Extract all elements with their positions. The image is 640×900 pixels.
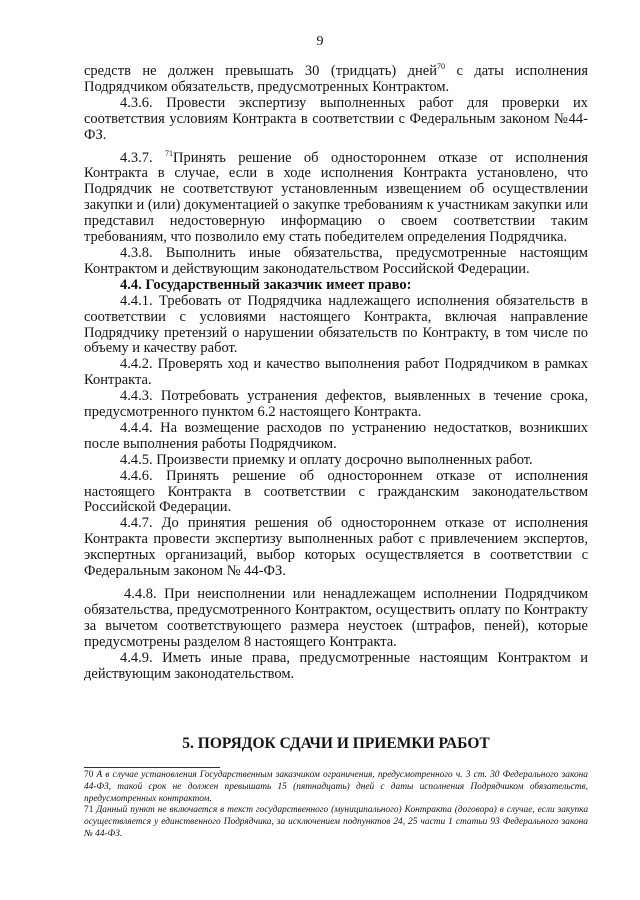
paragraph-4-4-9: 4.4.9. Иметь иные права, предусмотренные настоящим Контрактом и действующим законодательством. bbox=[84, 649, 588, 682]
footnote-number: 71 bbox=[84, 805, 94, 816]
paragraph-4-4-3: 4.4.3. Потребовать устранения дефектов, выявленных в течение срока, предусмотренного пунктом 6.2 настоящего Контракта. bbox=[84, 388, 588, 421]
paragraph-4-4-8: 4.4.8. При неисполнении или ненадлежащем исполнении Подрядчиком обязательства, предусмотренного Контрактом, осуществить оплату по Контракту за вычетом соответствующего размера неустоек (штрафов, пеней), которые предусмотрены разделом 8 настоящего Контракта. bbox=[84, 586, 588, 650]
paragraph-4-4-5: 4.4.5. Произвести приемку и оплату досрочно выполненных работ. bbox=[120, 451, 533, 468]
section-title: 5. ПОРЯДОК СДАЧИ И ПРИЕМКИ РАБОТ bbox=[182, 735, 490, 752]
paragraph-continuation: средств не должен превышать 30 (тридцать) дней$^{70}$ с даты исполнения Подрядчиком обязательств, предусмотренных Контрактом. bbox=[84, 62, 588, 95]
footnotes bbox=[84, 770, 588, 841]
page-number: 9 bbox=[316, 34, 324, 49]
footnote-ref-70: 70 bbox=[437, 62, 445, 72]
heading-4-4: 4.4. Государственный заказчик имеет право: bbox=[120, 276, 412, 293]
footnote-text: Данный пункт не включается в текст государственного (муниципального) Контракта (договора) в случае, если закупка осуществляется у единственного Подрядчика, за исключением подпунктов 24, 25 части 1 статьи 93 Федерального закона № 44-ФЗ. bbox=[84, 805, 589, 839]
footnote-70 bbox=[84, 770, 588, 805]
paragraph-4-3-6: 4.3.6. Провести экспертизу выполненных работ для проверки их соответствия условиям Контракта в соответствии с Федеральным законом №44-ФЗ. bbox=[84, 94, 588, 143]
footnote-number: 70 bbox=[84, 770, 94, 780]
paragraph-4-4-1: 4.4.1. Требовать от Подрядчика надлежащего исполнения обязательств в соответствии с условиями настоящего Контракта, включая направление Подрядчику претензий о нарушении обязательств по Контракту, в том числе по объему и качеству работ. bbox=[84, 292, 588, 357]
footnote-71 bbox=[84, 805, 588, 840]
paragraph-4-4-4: 4.4.4. На возмещение расходов по устранению недостатков, возникших после выполнения работы Подрядчиком. bbox=[84, 419, 588, 452]
document-body bbox=[84, 64, 588, 682]
paragraph-4-4-7: 4.4.7. До принятия решения об одностороннем отказе от исполнения Контракта провести экспертизу выполненных работ с привлечением экспертов, экспертных организаций, выбор которых осуществляется в соответствии с Федеральным законом № 44-ФЗ. bbox=[84, 515, 588, 580]
footnote-ref-71: 71 bbox=[165, 148, 174, 158]
paragraph-4-4-6: 4.4.6. Принять решение об одностороннем отказе от исполнения настоящего Контракта в соответствии с гражданским законодательством Российской Федерации. bbox=[84, 467, 588, 516]
paragraph-4-4-2: 4.4.2. Проверять ход и качество выполнения работ Подрядчиком в рамках Контракта. bbox=[84, 356, 588, 389]
footnote-text: А в случае установления Государственным заказчиком ограничения, предусмотренного ч. 3 ст. 30 Федерального закона 44-ФЗ, такой срок не должен превышать 15 (пятнадцать) дней с даты исполнения Подрядчиком обязательств, предусмотренных контрактом. bbox=[84, 770, 588, 804]
paragraph-4-3-8: 4.3.8. Выполнить иные обязательства, предусмотренные настоящим Контрактом и действующим законодательством Российской Федерации. bbox=[84, 244, 588, 277]
paragraph-4-3-7: 4.3.7. $^{71}$Принять решение об одностороннем отказе от исполнения Контракта в случае, если в ходе исполнения Контракта установлено, что Подрядчик не соответствуют установленным извещением об осуществлении закупки и (или) документацией о закупке требованиям к участникам закупки или представил недостоверную информацию о своем соответствии таким требованиям, что позволило ему стать победителем определения Подрядчика. bbox=[84, 148, 589, 246]
footnote-divider bbox=[84, 767, 220, 768]
